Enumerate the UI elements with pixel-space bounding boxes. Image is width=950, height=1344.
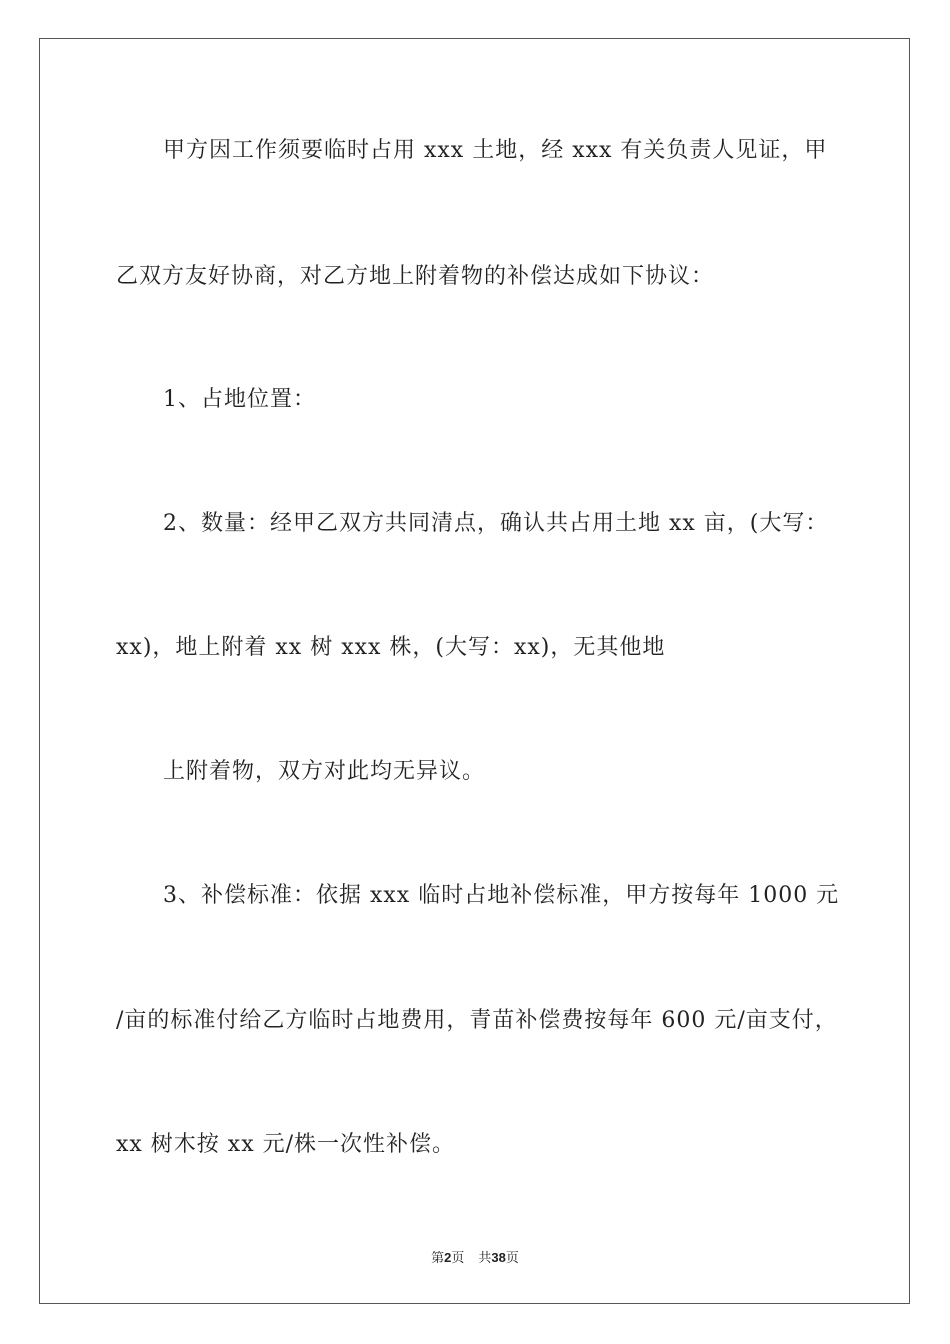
paragraph-line: /亩的标准付给乙方临时占地费用，青苗补偿费按每年 600 元/亩支付， (116, 1008, 838, 1033)
paragraph-line: 乙双方友好协商，对乙方地上附着物的补偿达成如下协议： (116, 264, 715, 289)
current-page-number: 2 (444, 1250, 452, 1265)
total-suffix: 页 (505, 1250, 519, 1265)
paragraph-line: 3、补偿标准：依据 xxx 临时占地补偿标准，甲方按每年 1000 元 (163, 883, 840, 908)
total-page-number: 38 (491, 1250, 506, 1265)
page-border (39, 38, 910, 1304)
page-prefix: 第 (431, 1250, 445, 1265)
paragraph-line: 2、数量：经甲乙双方共同清点，确认共占用土地 xx 亩，(大写： (163, 511, 829, 536)
page-suffix: 页 (451, 1250, 465, 1265)
total-prefix: 共 (478, 1250, 492, 1265)
paragraph-line: 甲方因工作须要临时占用 xxx 土地，经 xxx 有关负责人见证，甲 (163, 138, 828, 163)
paragraph-line: xx)，地上附着 xx 树 xxx 株，(大写：xx)，无其他地 (116, 635, 666, 660)
paragraph-line: 上附着物，双方对此均无异议。 (163, 759, 486, 784)
paragraph-line: 1、占地位置： (163, 387, 316, 412)
paragraph-line: xx 树木按 xx 元/株一次性补偿。 (116, 1132, 456, 1157)
page-footer (0, 1247, 950, 1266)
